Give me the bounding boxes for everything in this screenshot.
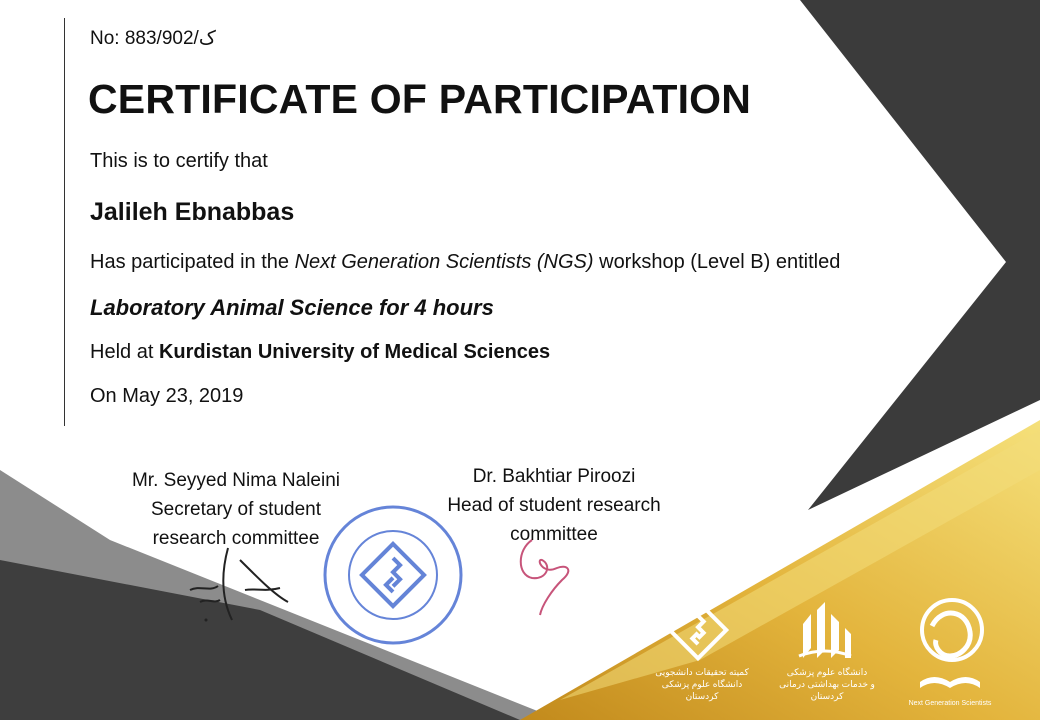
right-signatory-name: Dr. Bakhtiar Piroozi — [472, 466, 636, 487]
held-prefix: Held at — [90, 341, 159, 363]
left-signatory-name: Mr. Seyyed Nima Naleini — [131, 470, 341, 491]
participation-prefix: Has participated in the — [90, 251, 295, 273]
left-signature-icon — [170, 540, 310, 630]
logo-3-caption — [905, 698, 995, 710]
next-generation-scientists-logo-icon — [912, 596, 988, 696]
right-signatory-role-1: Head of student research — [447, 495, 661, 516]
left-rule — [64, 18, 65, 426]
logo-2-caption-line-1: دانشگاه علوم پزشکی — [786, 667, 868, 677]
venue-name: Kurdistan University of Medical Sciences — [158, 341, 551, 363]
right-signatory-role-2: committee — [510, 524, 598, 545]
logo-2-caption-line-3: کردستان — [810, 691, 844, 701]
program-name: Next Generation Scientists (NGS) — [294, 251, 594, 273]
participation-statement — [90, 251, 840, 274]
stamp-seal-icon — [318, 500, 468, 650]
logo-1-caption-line-1: کمیته تحقیقات دانشجویی — [655, 667, 749, 677]
logo-1-caption-line-3: کردستان — [685, 691, 719, 701]
logo-1-caption-line-2: دانشگاه علوم پزشکی — [661, 679, 743, 689]
logo-3-caption-line-1: Next Generation Scientists — [908, 700, 992, 707]
event-date: On May 23, 2019 — [90, 385, 244, 407]
student-research-committee-logo-icon — [662, 598, 734, 662]
participation-suffix: workshop (Level B) entitled — [593, 251, 841, 273]
logo-2-caption — [772, 666, 882, 702]
left-signatory-role-2: research committee — [152, 528, 320, 549]
venue-statement — [90, 341, 550, 364]
logo-1-caption — [652, 666, 752, 702]
left-signatory-role-1: Secretary of student — [150, 499, 322, 520]
university-logo-icon — [795, 600, 855, 662]
certificate-title: CERTIFICATE OF PARTICIPATION — [88, 76, 752, 122]
course-title: Laboratory Animal Science for 4 hours — [90, 295, 494, 320]
logo-2-caption-line-2: و خدمات بهداشتی درمانی — [779, 679, 875, 689]
recipient-name: Jalileh Ebnabbas — [90, 198, 295, 226]
certify-text: This is to certify that — [90, 150, 268, 172]
certificate-number: No: ک/883/902 — [90, 28, 216, 49]
right-signature-icon — [512, 520, 592, 620]
